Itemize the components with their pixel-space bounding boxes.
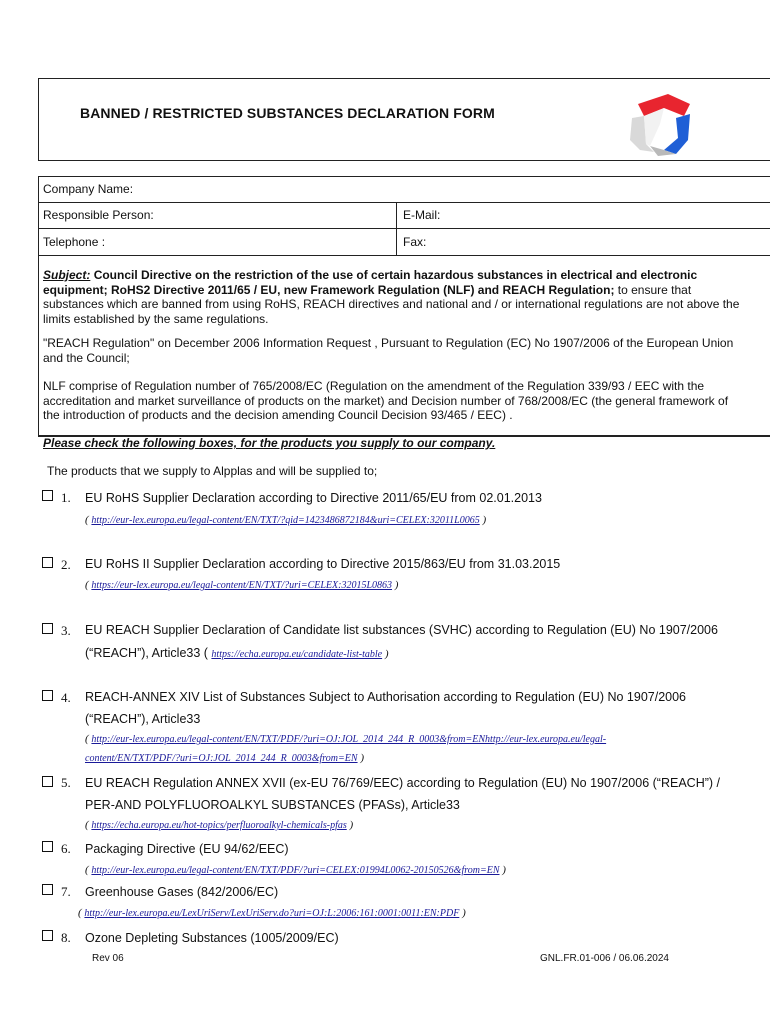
checkbox-item-2[interactable] [42, 557, 53, 568]
email-field[interactable]: E-Mail: [403, 208, 441, 222]
company-logo-icon [624, 88, 696, 158]
item-1-link[interactable]: http://eur-lex.europa.eu/legal-content/EN/TXT/?qid=1423486872184&uri=CELEX:32011L0065 [91, 515, 480, 526]
item-7-link-line: ( http://eur-lex.europa.eu/LexUriServ/LexUriServ.do?uri=OJ:L:2006:161:0001:0011:EN:PDF ) [78, 907, 466, 919]
item-5-label-line2: PER-AND POLYFLUOROALKYL SUBSTANCES (PFASs), Article33 [85, 798, 460, 812]
item-2-link-line: ( https://eur-lex.europa.eu/legal-content/EN/TXT/?uri=CELEX:32015L0863 ) [85, 579, 399, 591]
item-2-link[interactable]: https://eur-lex.europa.eu/legal-content/EN/TXT/?uri=CELEX:32015L0863 [91, 580, 393, 591]
nlf-note: NLF comprise of Regulation number of 765/2008/EC (Regulation on the amendment of the Regulation 339/93 / EEC with the accreditation and market surveillance of products on the market) and Decision number of 768/2008/EC (the general framework of the introduction of products and the decision amending Council Decision 93/465 / EEC) . [43, 379, 729, 422]
divider [396, 202, 397, 255]
checkbox-item-8[interactable] [42, 930, 53, 941]
fax-field[interactable]: Fax: [403, 235, 427, 249]
item-number: 5. [61, 775, 71, 790]
checkbox-item-3[interactable] [42, 623, 53, 634]
item-5-label: EU REACH Regulation ANNEX XVII (ex-EU 76/769/EEC) according to Regulation (EU) No 1907/2006 (“REACH”) / [85, 776, 720, 790]
item-number: 4. [61, 690, 71, 705]
footer-revision: Rev 06 [92, 953, 124, 964]
item-number: 8. [61, 930, 71, 945]
item-1-label: EU RoHS Supplier Declaration according to Directive 2011/65/EU from 02.01.2013 [85, 491, 542, 505]
item-4-link-line2: content/EN/TXT/PDF/?uri=OJ:JOL_2014_244_R_0003&from=EN ) [85, 752, 364, 764]
company-name-field[interactable]: Company Name: [43, 182, 134, 196]
item-number: 7. [61, 884, 71, 899]
telephone-field[interactable]: Telephone : [43, 235, 106, 249]
item-number: 1. [61, 490, 71, 505]
divider [38, 202, 770, 203]
products-intro: The products that we supply to Alpplas and will be supplied to; [47, 464, 378, 478]
item-1-link-line: ( http://eur-lex.europa.eu/legal-content/EN/TXT/?qid=1423486872184&uri=CELEX:32011L0065 ) [85, 514, 487, 526]
checkbox-item-5[interactable] [42, 776, 53, 787]
item-3-link[interactable]: https://echa.europa.eu/candidate-list-table [211, 649, 383, 660]
subject-paragraph [43, 268, 743, 326]
item-8-label: Ozone Depleting Substances (1005/2009/EC) [85, 931, 339, 945]
item-4-link-continued[interactable]: content/EN/TXT/PDF/?uri=OJ:JOL_2014_244_R_0003&from=EN [85, 753, 358, 764]
checkbox-item-4[interactable] [42, 690, 53, 701]
checkbox-item-1[interactable] [42, 490, 53, 501]
subject-label: Subject: [43, 268, 91, 282]
item-6-link-line: ( http://eur-lex.europa.eu/legal-content/EN/TXT/PDF/?uri=CELEX:01994L0062-20150526&from=EN ) [85, 864, 506, 876]
subject-bold-text: Council Directive on the restriction of the use of certain hazardous substances in electrical and electronic equipment; RoHS2 Directive 2011/65 / EU, new Framework Regulation (NLF) and REACH Regulation; [43, 268, 698, 297]
item-4-label-line2: (“REACH”), Article33 [85, 712, 201, 726]
item-number: 2. [61, 557, 71, 572]
checkbox-item-7[interactable] [42, 884, 53, 895]
subject-text: to ensure that substances which are banned from using RoHS, REACH directives and national and / or international regulations are not above the limits established by the same regulations. [43, 282, 740, 326]
divider [38, 255, 770, 256]
form-title: BANNED / RESTRICTED SUBSTANCES DECLARATION FORM [80, 105, 495, 121]
item-7-link[interactable]: http://eur-lex.europa.eu/LexUriServ/LexUriServ.do?uri=OJ:L:2006:161:0001:0011:EN:PDF [84, 908, 460, 919]
check-boxes-instruction: Please check the following boxes, for the products you supply to our company. [43, 436, 496, 450]
footer-document-code: GNL.FR.01-006 / 06.06.2024 [540, 953, 669, 964]
item-6-link[interactable]: http://eur-lex.europa.eu/legal-content/EN/TXT/PDF/?uri=CELEX:01994L0062-20150526&from=EN [91, 865, 500, 876]
item-number: 3. [61, 623, 71, 638]
item-5-link[interactable]: https://echa.europa.eu/hot-topics/perfluoroalkyl-chemicals-pfas [91, 820, 347, 831]
item-3-link-line: (“REACH”), Article33 ( https://echa.europa.eu/candidate-list-table ) [85, 646, 389, 660]
item-number: 6. [61, 841, 71, 856]
item-5-link-line: ( https://echa.europa.eu/hot-topics/perfluoroalkyl-chemicals-pfas ) [85, 819, 354, 831]
checkbox-item-6[interactable] [42, 841, 53, 852]
item-7-label: Greenhouse Gases (842/2006/EC) [85, 885, 279, 899]
item-4-link[interactable]: http://eur-lex.europa.eu/legal-content/EN/TXT/PDF/?uri=OJ:JOL_2014_244_R_0003&from=ENhttp://eur-lex.europa.eu/legal- [91, 734, 607, 745]
item-6-label: Packaging Directive (EU 94/62/EEC) [85, 842, 289, 856]
reach-note: "REACH Regulation" on December 2006 Information Request , Pursuant to Regulation (EC) No 1907/2006 of the European Union and the Council; [43, 336, 734, 365]
divider [38, 228, 770, 229]
responsible-person-field[interactable]: Responsible Person: [43, 208, 154, 222]
item-3-label: EU REACH Supplier Declaration of Candidate list substances (SVHC) according to Regulation (EU) No 1907/2006 [85, 623, 718, 637]
item-4-link-line: ( http://eur-lex.europa.eu/legal-content/EN/TXT/PDF/?uri=OJ:JOL_2014_244_R_0003&from=ENhttp://eur-lex.europa.eu/legal- [85, 733, 607, 745]
item-2-label: EU RoHS II Supplier Declaration according to Directive 2015/863/EU from 31.03.2015 [85, 557, 561, 571]
item-4-label: REACH-ANNEX XIV List of Substances Subject to Authorisation according to Regulation (EU) No 1907/2006 [85, 690, 687, 704]
